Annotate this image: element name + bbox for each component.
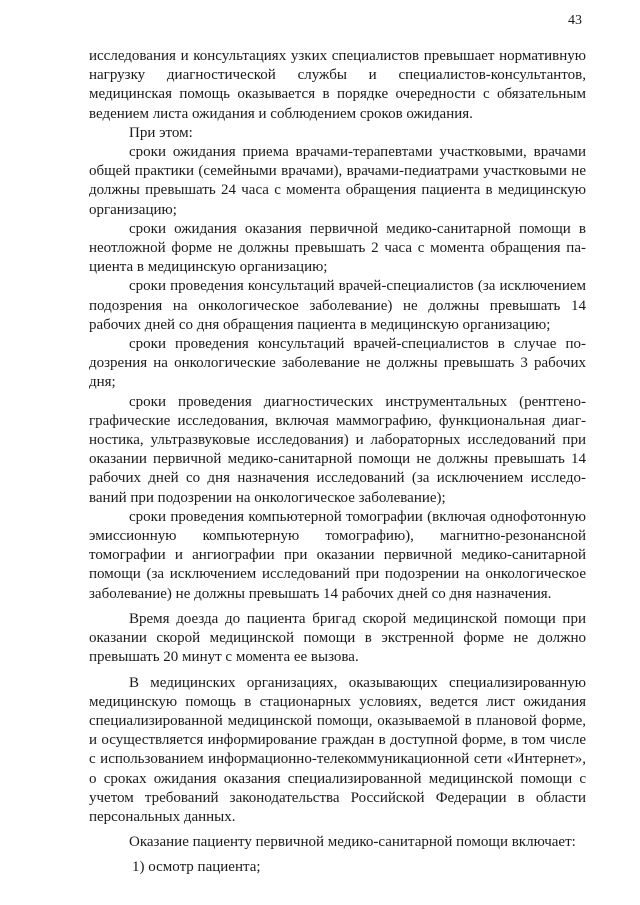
paragraph: сроки проведения диагностических инструментальных (рентгенографические исследования, включая маммографию, функциональная диагностика, ультразвуковые исследования) и лабораторных исследований при оказании первичной медико-санитарной помощи не должны превышать 14 рабочих дней со дня назначения исследований (за исключением исследований при подозрении на онкологическое заболевание); [89,393,586,506]
paragraph: сроки проведения компьютерной томографии (включая однофотонную эмиссионную компьютерную томографию), магнитно-резонансной томографии и ангиографии при оказании первичной медико-санитарной помощи (за исключением исследований при подозрении на онкологическое заболевание) не должны превышать 14 рабочих дней со дня назначения. [89,508,586,602]
paragraph: сроки проведения консультаций врачей-специалистов в случае подозрения на онкологические заболевание не должны превышать 3 рабочих дня; [89,336,586,391]
paragraph: сроки ожидания оказания первичной медико-санитарной помощи в неотложной форме не должны превышать 2 часа с момента обращения пациента в медицинскую организацию; [89,220,586,276]
list-item: 1) осмотр пациента; [132,859,261,876]
paragraph: При этом: [129,124,193,141]
paragraph: сроки ожидания приема врачами-терапевтами участковыми, врачами общей практики (семейными врачами), врачами-педиатрами участковыми не должны превышать 24 часа с момента обращения пациента в медицинскую организацию; [89,144,586,218]
paragraph: сроки проведения консультаций врачей-специалистов (за исключением подозрения на онкологическое заболевание) не должны превышать 14 рабочих дней со дня обращения пациента в медицинскую организацию; [89,278,586,333]
paragraph: В медицинских организациях, оказывающих специализированную медицинскую помощь в стационарных условиях, ведется лист ожидания специализированной медицинской помощи, оказываемой в плановой форме, и осуществляется информирование граждан в доступной форме, в том числе с использованием информационно-телекоммуникационной сети «Интернет», о сроках ожидания оказания специализированной медицинской помощи с учетом требований законодательства Российской Федерации в области персональных данных. [89,674,586,825]
paragraph: Время доезда до пациента бригад скорой медицинской помощи при оказании скорой медицинской помощи в экстренной форме не должно превышать 20 минут с момента ее вызова. [89,610,586,666]
document-body [89,47,586,878]
page-number: 43 [568,13,582,28]
paragraph: исследования и консультациях узких специалистов превышает нормативную нагрузку диагностической службы и специалистов-консультантов, медицинская помощь оказывается в порядке очередности с обязательным ведением листа ожидания и соблюдением сроков ожидания. [89,48,586,122]
paragraph: Оказание пациенту первичной медико-санитарной помощи включает: [129,834,576,851]
